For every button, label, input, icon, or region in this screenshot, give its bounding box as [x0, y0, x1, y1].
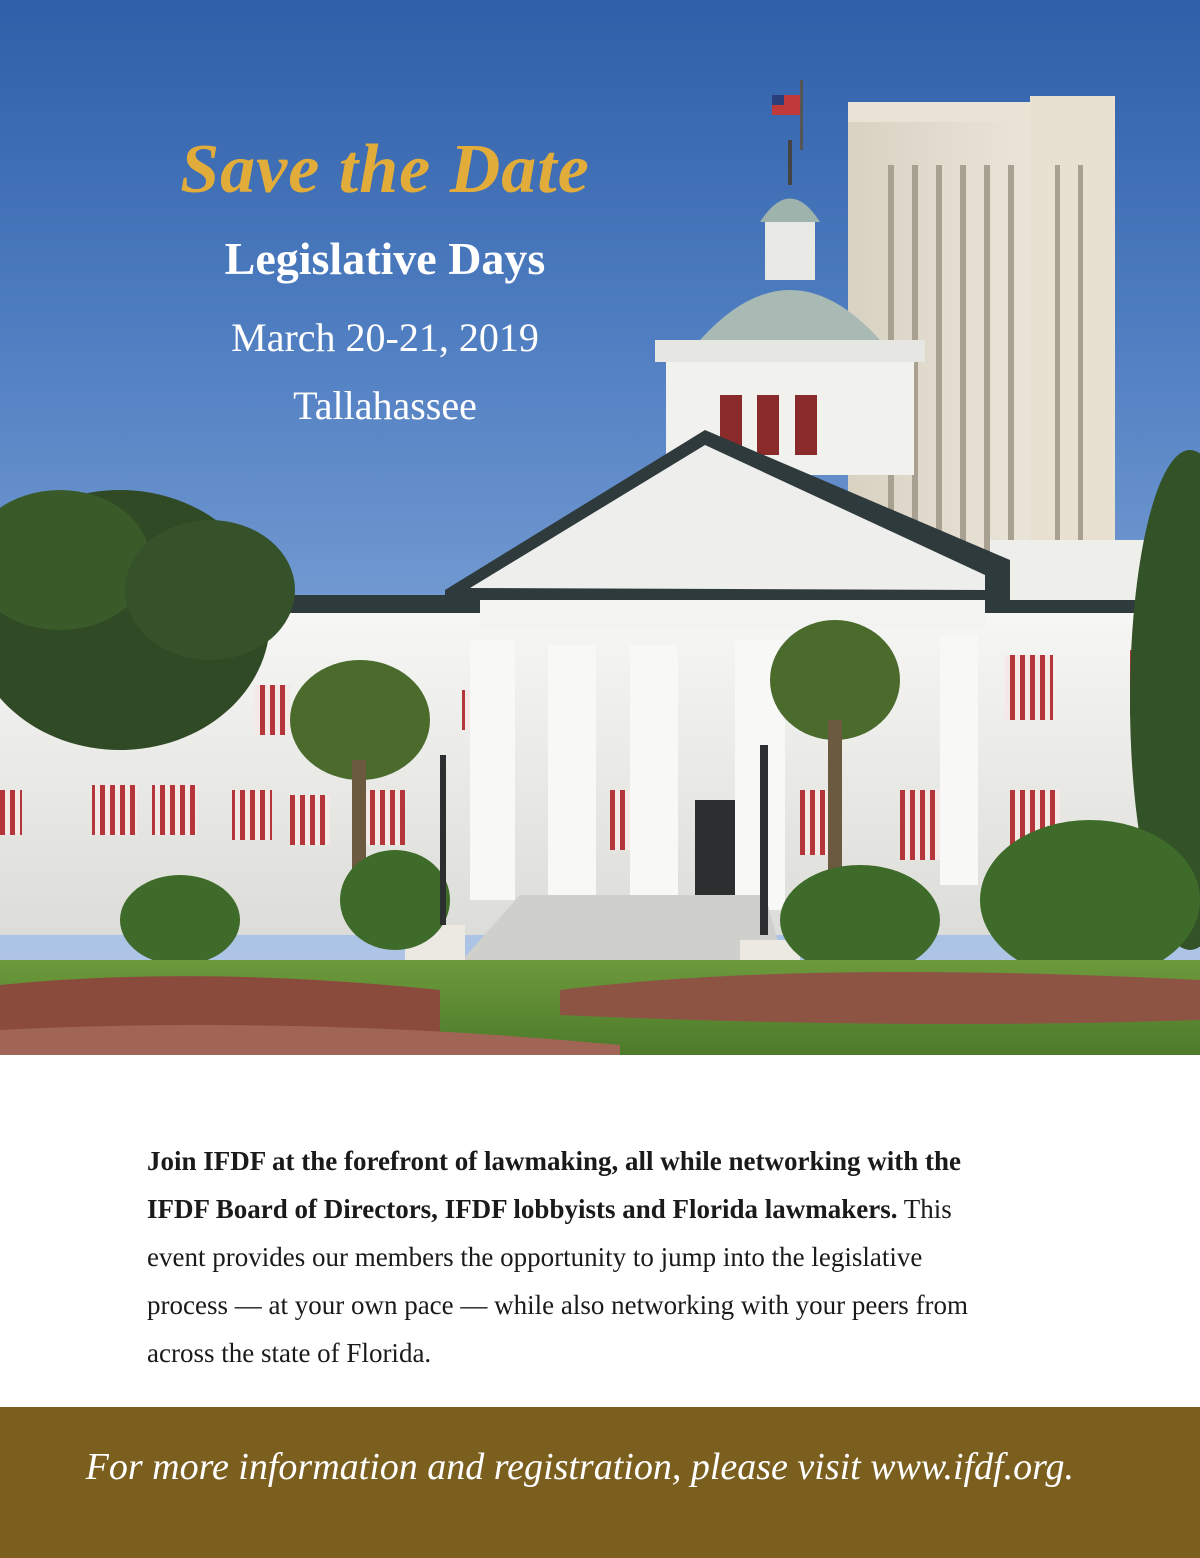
save-the-date-title: Save the Date	[180, 131, 590, 208]
footer-registration-text[interactable]: For more information and registration, please visit www.ifdf.org.	[85, 1446, 1074, 1488]
event-name: Legislative Days	[224, 233, 546, 284]
event-location: Tallahassee	[293, 383, 477, 428]
capitol-tower	[848, 96, 1115, 566]
description-lead: Join IFDF at the forefront of lawmaking, all while networking with the IFDF Board of Directors, IFDF lobbyists and Florida lawmakers.	[147, 1146, 961, 1224]
lawn	[0, 960, 1200, 1055]
event-date: March 20-21, 2019	[231, 315, 539, 360]
description-text: This event provides our members the opportunity to jump into the legislative process — at your own pace — while also networking with your peers from across the state of Florida.	[147, 1194, 969, 1368]
footer-band	[0, 1407, 1200, 1558]
event-description	[147, 1137, 977, 1377]
